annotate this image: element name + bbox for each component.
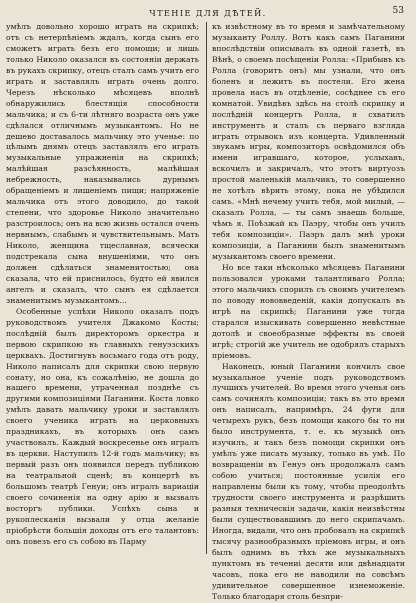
page-number: 53 <box>392 6 404 16</box>
right-column <box>212 22 405 601</box>
left-column <box>6 22 199 554</box>
running-header <box>10 6 406 20</box>
left-paragraph-1: умѣлъ довольно хорошо играть на скрипкѣ; отъ съ нетерпѣніемъ ждалъ, когда сынъ его сможетъ играть безъ его помощи; и лишь только Николо оказался въ состояніи держать въ рукахъ скрипку, отецъ сталъ самъ учить его играть и заставлялъ играть очень долго. Черезъ нѣсколько мѣсяцевъ вполнѣ обнаружились блестящія способности мальчика; и съ 6-ти лѣтняго возраста онъ уже сдѣлался отличнымъ музыкантомъ. Но не дешево доставалось мальчику это ученье: по цѣлымъ днямъ отецъ заставлялъ его играть музыкальные упражненія на скрипкѣ; малѣйшая разсѣянность, малѣйшая небрежность, наказывались дурнымъ обращеніемъ и лишеніемъ пищи; напряженіе мальчика отъ этого доводило, до такой степени, что здоровье Николо значительно разстроилось; онъ на всю жизнь остался очень нервнымъ, слабымъ и чувствительнымъ. Мать Николо, женщина тщеславная, всячески подстрекала сына внушеніями, что онъ должен сдѣлаться знаменитостью; она сказала, что ей приснилось, будто ей явился ангелъ и сказалъ, что сынъ ея сдѣлается знаменитымъ музыкантомъ... <box>6 22 199 305</box>
running-title: ЧТЕНІЕ ДЛЯ ДѢТЕЙ. <box>149 8 267 18</box>
right-paragraph-1: къ извѣстному въ то время и замѣчательному музыканту Роллу. Вотъ какъ самъ Паганини впослѣдствіи описывалъ въ одной газетѣ, въ Вѣнѣ, о своемъ посѣщеніи Ролла: «Прибывъ къ Ролла (говоритъ онъ) мы узнали, что онъ боленъ и лежитъ въ постели. Его жена провела насъ въ отдѣленіе, сосѣднее съ его комнатой. Увидѣвъ здѣсь на столѣ скрипку и послѣдній концертъ Ролла, я схватилъ инструментъ и сталъ съ перваго взгляда играть отрывокъ изъ концерта. Удивленный звукамъ игры, композиторъ освѣдомился объ имени игравшаго, которое, услыхавъ, вскочилъ и закричалъ, что этотъ виртуозъ простой маленькій мальчикъ, то совершенно не хотѣлъ вѣрить этому, пока не убѣдился самъ. «Мнѣ нечему учить тебя, мой милый, — сказалъ Ролла, — ты самъ знаешь больше, чѣмъ я. Поѣзжай къ Паэру, чтобы онъ училъ тебя композиціи». Паэръ далъ мнѣ уроки композиціи, а Паганини былъ знаменитымъ музыкантомъ своего времени. <box>212 22 405 262</box>
left-paragraph-2: Особенные успѣхи Николо оказалъ подъ руководствомъ учителя Джакомо Косты; послѣдній былъ директоромъ оркестра и первою скрипкою въ главныхъ генуэзскихъ церквахъ. Достигнувъ восьмаго года отъ роду, Николо написалъ для скрипки свою первую сонату, но она, къ сожалѣнію, не дошла до нашего времени, утраченная позднѣе съ другими композиціями Паганини. Коста ловко умѣлъ давать мальчику уроки и заставлялъ своего ученика играть на церковныхъ праздникахъ, въ которыхъ онъ самъ участвовалъ. Каждый воскресенье онъ игралъ въ церкви. Наступилъ 12-й годъ мальчику; въ первый разъ онъ появился передъ публикою на театральной сценѣ; въ концертѣ въ большомъ театрѣ Генуи; онъ игралъ вариаціи своего сочиненія на одну арію и вызвалъ восторгъ публики. Успѣхъ сына и рукоплесканія вызвали у отца желаніе пріобрѣсти большія доходы отъ его талантовъ: онъ повезъ его съ собою въ Парму <box>6 306 199 546</box>
right-paragraph-3: Наконецъ, юный Паганини кончилъ свое музыкальное ученіе подъ руководствомъ лучшихъ учителей. Во время этого ученья онъ самъ сочинялъ композиціи; такъ въ это время онъ написалъ, напримѣръ, 24 фуги для четырехъ рукъ, безъ помощи какого бы то ни было инструмента, т. е. къ музыкѣ онъ изучилъ, и такъ безъ помощи скрипки онъ умѣлъ уже писать музыку, только въ умѣ. По возвращеніи въ Генуэ онъ продолжалъ самъ собою учиться; постоянные усилія его направлены были къ тому, чтобы преодолѣть трудности своего инструмента и разрѣшить разныя техническія задачи, какія неизвѣстны были существовавшимъ до него скрипачамъ. Иногда, видали, что онъ пробовалъ на скрипкѣ тысячу разнообразныхъ пріемовъ игры, и онъ былъ однимъ въ тѣхъ же музыкальныхъ пунктомъ въ течениі десяти или двѣнадцати часовъ, пока его не наводили на совсѣмъ удивительное совершенное изнеможеніе. Только благодаря столь безпри- <box>212 361 405 601</box>
column-divider <box>206 22 207 554</box>
right-paragraph-2: Но все таки нѣсколько мѣсяцевъ Паганини пользовался уроками талантливаго Ролла; этого мальчикъ спорилъ съ своимъ учителемъ по поводу нововведеній, какія допускалъ въ игрѣ на скрипкѣ; Паганини уже тогда старался изыскивать совершенно невѣстные дотолѣ и своеобразные эффекты въ своей игрѣ; строгій же учитель не одобрялъ старыхъ пріемовъ. <box>212 262 405 360</box>
